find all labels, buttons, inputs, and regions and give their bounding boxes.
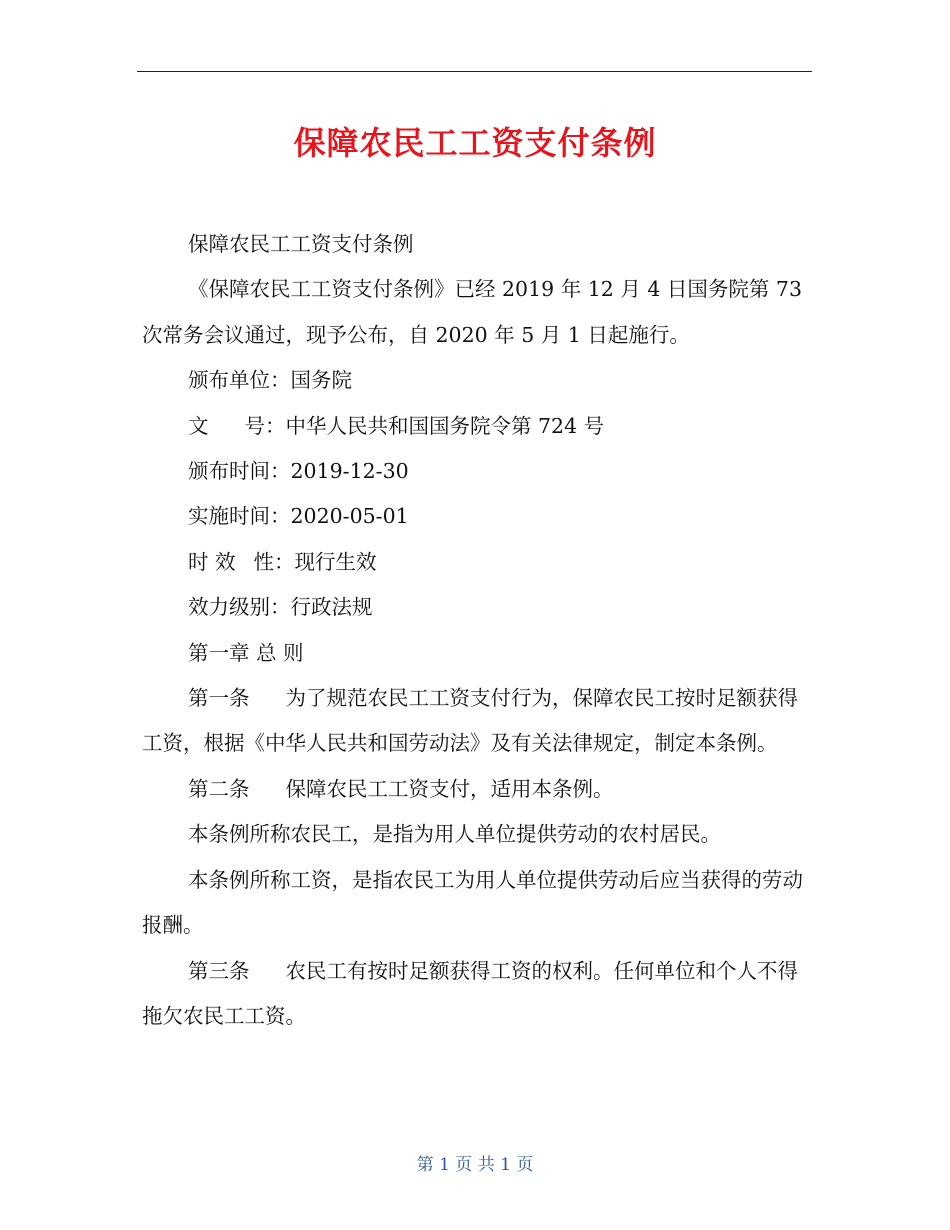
doc-number-value: 号：中华人民共和国国务院令第 724 号 [244, 413, 605, 438]
article-3-text: 农民工有按时足额获得工资的权利。任何单位和个人不得拖欠农民工工资。 [142, 958, 798, 1028]
paragraph-effective-date: 实施时间：2020-05-01 [188, 504, 409, 529]
article-3-heading: 第三条 [188, 958, 250, 983]
paragraph-validity [142, 540, 806, 585]
article-2 [142, 767, 806, 812]
document-body [142, 222, 806, 1039]
paragraph-doc-number [142, 404, 806, 449]
paragraph-issue-date: 颁布时间：2019-12-30 [188, 459, 409, 484]
validity-value: 性：现行生效 [253, 549, 377, 574]
chapter-heading: 第一章 总 则 [188, 640, 304, 665]
doc-number-label: 文 [188, 413, 209, 438]
paragraph-level: 效力级别：行政法规 [188, 595, 373, 620]
validity-label: 时 效 [188, 549, 236, 574]
article-2-text: 保障农民工工资支付，适用本条例。 [285, 776, 614, 801]
article-1-text: 为了规范农民工工资支付行为，保障农民工按时足额获得工资，根据《中华人民共和国劳动法》及有关法律规定，制定本条例。 [142, 686, 798, 756]
article-1-heading: 第一条 [188, 686, 250, 711]
paragraph-definition-worker: 本条例所称农民工，是指为用人单位提供劳动的农村居民。 [188, 822, 721, 847]
header-rule [137, 71, 812, 72]
document-title: 保障农民工工资支付条例 [293, 124, 657, 162]
article-3 [142, 949, 806, 1040]
article-1 [142, 676, 806, 767]
page-footer: 第 1 页 共 1 页 [416, 1155, 534, 1175]
paragraph-announcement: 《保障农民工工资支付条例》已经 2019 年 12 月 4 日国务院第 73 次常务会议通过，现予公布，自 2020 年 5 月 1 日起施行。 [142, 277, 802, 347]
paragraph-issuer: 颁布单位：国务院 [188, 368, 352, 393]
paragraph-definition-wage: 本条例所称工资，是指农民工为用人单位提供劳动后应当获得的劳动报酬。 [142, 867, 803, 938]
paragraph-title-repeat: 保障农民工工资支付条例 [188, 232, 414, 256]
article-2-heading: 第二条 [188, 776, 250, 801]
